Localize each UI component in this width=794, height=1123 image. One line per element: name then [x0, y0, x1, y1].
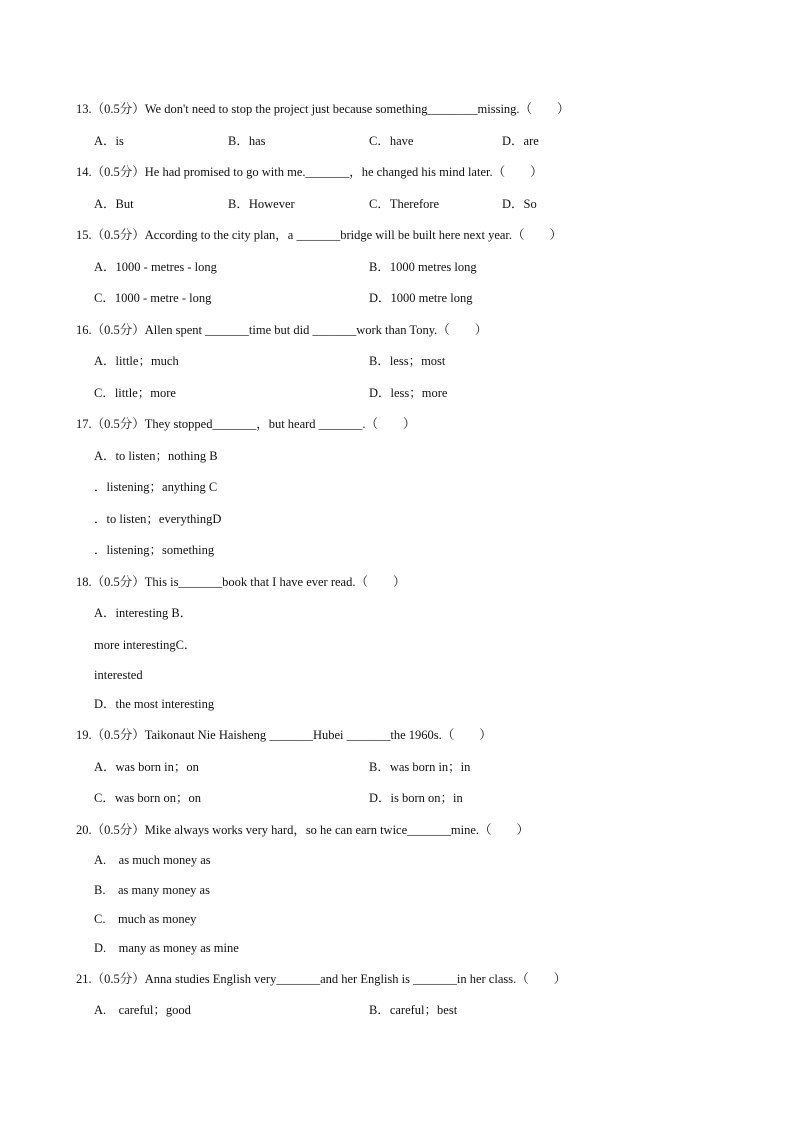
- question-20-line-4: D. many as money as mine: [94, 941, 239, 955]
- question-15-option-c: C．1000 - metre - long: [94, 291, 212, 305]
- question-15-option-a: A．1000 - metres - long: [94, 260, 217, 274]
- question-16-option-b: B．less；most: [369, 354, 446, 368]
- question-20-line-2: B. as many money as: [94, 883, 210, 897]
- question-15-stem: 15.（0.5分）According to the city plan，a _______bridge will be built here next year.（ ）: [76, 228, 563, 242]
- question-13-option-c: C．have: [369, 134, 414, 148]
- question-13-option-a: A．is: [94, 134, 124, 148]
- question-21-option-b: B．careful；best: [369, 1003, 458, 1017]
- question-18-line-4: D．the most interesting: [94, 697, 215, 711]
- question-13-stem: 13.（0.5分）We don't need to stop the project just because something________missing.（ ）: [76, 102, 570, 116]
- question-18-line-2: more interestingC．: [94, 638, 197, 652]
- question-19-option-c: C．was born on；on: [94, 791, 201, 805]
- question-21-option-a: A. careful；good: [94, 1003, 191, 1017]
- question-16-stem: 16.（0.5分）Allen spent _______time but did _______work than Tony.（ ）: [76, 323, 488, 337]
- question-14-option-b: B．However: [228, 197, 295, 211]
- question-15-option-d: D．1000 metre long: [369, 291, 473, 305]
- question-19-option-b: B．was born in；in: [369, 760, 471, 774]
- question-13-option-d: D．are: [502, 134, 539, 148]
- question-17-line-2: ．listening；anything C: [94, 480, 218, 494]
- question-19-option-a: A．was born in；on: [94, 760, 199, 774]
- question-15-option-b: B．1000 metres long: [369, 260, 477, 274]
- question-16-option-a: A．little；much: [94, 354, 179, 368]
- question-20-line-3: C. much as money: [94, 912, 197, 926]
- question-16-option-c: C．little；more: [94, 386, 176, 400]
- question-16-option-d: D．less；more: [369, 386, 448, 400]
- question-18-stem: 18.（0.5分）This is_______book that I have ever read.（ ）: [76, 575, 406, 589]
- question-17-line-4: ．listening；something: [94, 543, 215, 557]
- question-17-line-1: A．to listen；nothing B: [94, 449, 218, 463]
- question-14-option-a: A．But: [94, 197, 134, 211]
- question-19-option-d: D．is born on；in: [369, 791, 463, 805]
- question-17-line-3: ．to listen；everythingD: [94, 512, 222, 526]
- question-21-stem: 21.（0.5分）Anna studies English very_______and her English is _______in her class.（ ）: [76, 972, 567, 986]
- question-20-stem: 20.（0.5分）Mike always works very hard，so he can earn twice_______mine.（ ）: [76, 823, 530, 837]
- question-13-option-b: B．has: [228, 134, 266, 148]
- question-14-stem: 14.（0.5分）He had promised to go with me._______，he changed his mind later.（ ）: [76, 165, 543, 179]
- question-17-stem: 17.（0.5分）They stopped_______，but heard _______.（ ）: [76, 417, 416, 431]
- question-19-stem: 19.（0.5分）Taikonaut Nie Haisheng _______Hubei _______the 1960s.（ ）: [76, 728, 492, 742]
- question-14-option-c: C．Therefore: [369, 197, 440, 211]
- question-18-line-3: interested: [94, 668, 143, 682]
- question-14-option-d: D．So: [502, 197, 537, 211]
- question-18-line-1: A．interesting B．: [94, 606, 193, 620]
- question-20-line-1: A. as much money as: [94, 853, 211, 867]
